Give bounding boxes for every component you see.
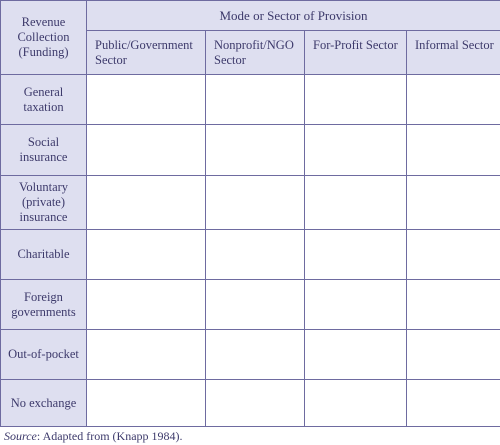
table-cell	[206, 280, 305, 330]
row-label-line: Foreign	[24, 289, 63, 304]
header-line: For-Profit Sector	[313, 38, 398, 52]
table-cell	[87, 330, 206, 380]
header-line: Revenue	[21, 15, 66, 29]
table-row	[1, 330, 500, 380]
column-header-nonprofit	[206, 31, 305, 75]
row-label-voluntary-insurance	[1, 176, 87, 230]
table-cell	[305, 280, 407, 330]
column-header-for-profit	[305, 31, 407, 75]
row-label-line: General	[23, 84, 64, 99]
row-label-line: No exchange	[10, 395, 77, 410]
table-cell	[407, 330, 500, 380]
row-label-line: Out-of-pocket	[8, 347, 79, 361]
table-cell	[87, 75, 206, 125]
header-line: Sector	[214, 53, 246, 67]
row-label-no-exchange	[1, 380, 87, 427]
header-line: (Funding)	[18, 45, 69, 59]
table-cell	[407, 380, 500, 427]
table-cell	[206, 75, 305, 125]
table-cell	[407, 125, 500, 176]
table-row	[1, 230, 500, 280]
row-label-line: (private)	[21, 195, 66, 209]
table-row	[1, 125, 500, 176]
source-note	[4, 429, 183, 443]
header-line: Nonprofit/NGO	[214, 38, 294, 52]
row-label-line: insurance	[19, 150, 68, 164]
table-cell	[87, 280, 206, 330]
table-cell	[305, 380, 407, 427]
revenue-collection-header	[1, 1, 87, 75]
table-cell	[87, 380, 206, 427]
row-label-foreign-governments	[1, 280, 87, 330]
table-row	[1, 176, 500, 230]
row-label-line: taxation	[23, 99, 64, 114]
row-label-social-insurance	[1, 125, 87, 176]
header-line: Public/Government	[95, 38, 193, 52]
header-line: Informal Sector	[415, 38, 494, 52]
row-label-line: Voluntary	[18, 180, 69, 194]
row-label-out-of-pocket	[1, 330, 87, 380]
table-cell	[87, 176, 206, 230]
row-label-general-taxation	[1, 75, 87, 125]
table-cell	[305, 75, 407, 125]
row-label-line: insurance	[19, 210, 68, 224]
table-cell	[206, 380, 305, 427]
column-header-public	[87, 31, 206, 75]
table-cell	[407, 230, 500, 280]
header-line: Collection	[17, 30, 70, 44]
table-cell	[407, 280, 500, 330]
row-label-line: governments	[11, 304, 76, 319]
table-cell	[305, 125, 407, 176]
table-cell	[206, 330, 305, 380]
table-row	[1, 280, 500, 330]
table-cell	[407, 75, 500, 125]
table-cell	[206, 230, 305, 280]
table-cell	[87, 230, 206, 280]
mode-of-provision-header: Mode or Sector of Provision	[87, 1, 500, 31]
row-label-charitable	[1, 230, 87, 280]
table-cell	[305, 330, 407, 380]
header-line: Sector	[95, 53, 127, 67]
source-label: Source	[4, 429, 37, 443]
row-label-line: Social	[27, 135, 60, 149]
table-cell	[206, 125, 305, 176]
column-header-informal	[407, 31, 500, 75]
table-cell	[206, 176, 305, 230]
table-cell	[305, 230, 407, 280]
row-label-line: Charitable	[17, 247, 70, 261]
source-text: : Adapted from (Knapp 1984).	[36, 429, 183, 443]
table-row	[1, 75, 500, 125]
table-row	[1, 380, 500, 427]
table-cell	[407, 176, 500, 230]
table-cell	[87, 125, 206, 176]
table-cell	[305, 176, 407, 230]
